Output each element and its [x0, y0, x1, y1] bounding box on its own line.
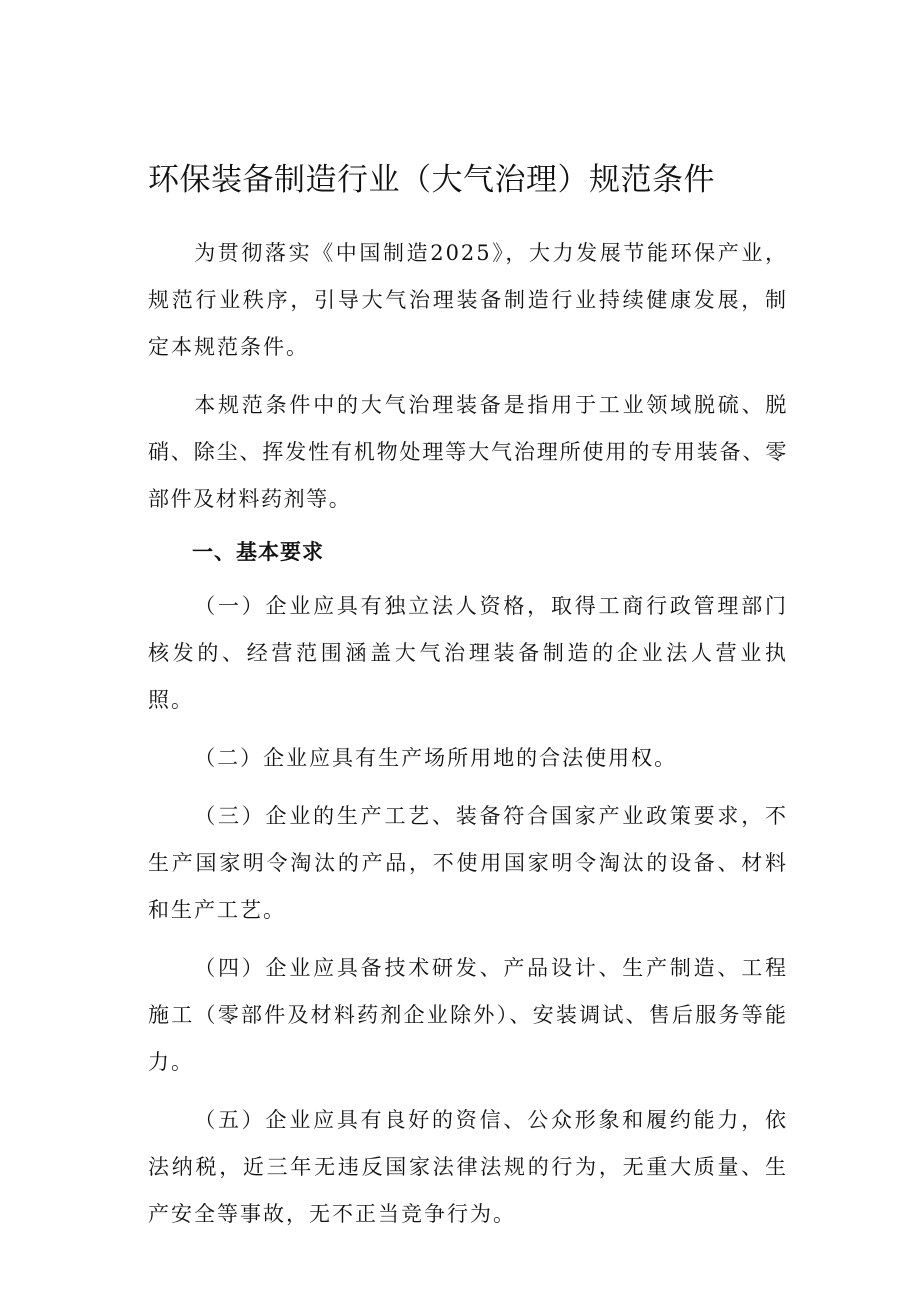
- section-heading-basic-requirements: 一、基本要求: [192, 540, 324, 564]
- requirement-item-4: （四）企业应具备技术研发、产品设计、生产制造、工程施工（零部件及材料药剂企业除外）、安装调试、售后服务等能力。: [148, 956, 788, 1074]
- intro-paragraph-purpose: 为贯彻落实《中国制造2025》，大力发展节能环保产业，规范行业秩序，引导大气治理装备制造行业持续健康发展，制定本规范条件。: [148, 241, 788, 359]
- requirement-item-2: （二）企业应具有生产场所用地的合法使用权。: [194, 746, 678, 770]
- intro-paragraph-scope: 本规范条件中的大气治理装备是指用于工业领域脱硫、脱硝、除尘、挥发性有机物处理等大气治理所使用的专用装备、零部件及材料药剂等。: [148, 393, 788, 511]
- requirement-item-5: （五）企业应具有良好的资信、公众形象和履约能力，依法纳税，近三年无违反国家法律法规的行为，无重大质量、生产安全等事故，无不正当竞争行为。: [148, 1108, 788, 1226]
- document-page: [148, 150, 788, 1249]
- requirement-item-1: （一）企业应具有独立法人资格，取得工商行政管理部门核发的、经营范围涵盖大气治理装备制造的企业法人营业执照。: [148, 594, 788, 712]
- document-title: 环保装备制造行业（大气治理）规范条件: [148, 162, 715, 198]
- requirement-item-3: （三）企业的生产工艺、装备符合国家产业政策要求，不生产国家明令淘汰的产品，不使用国家明令淘汰的设备、材料和生产工艺。: [148, 804, 788, 922]
